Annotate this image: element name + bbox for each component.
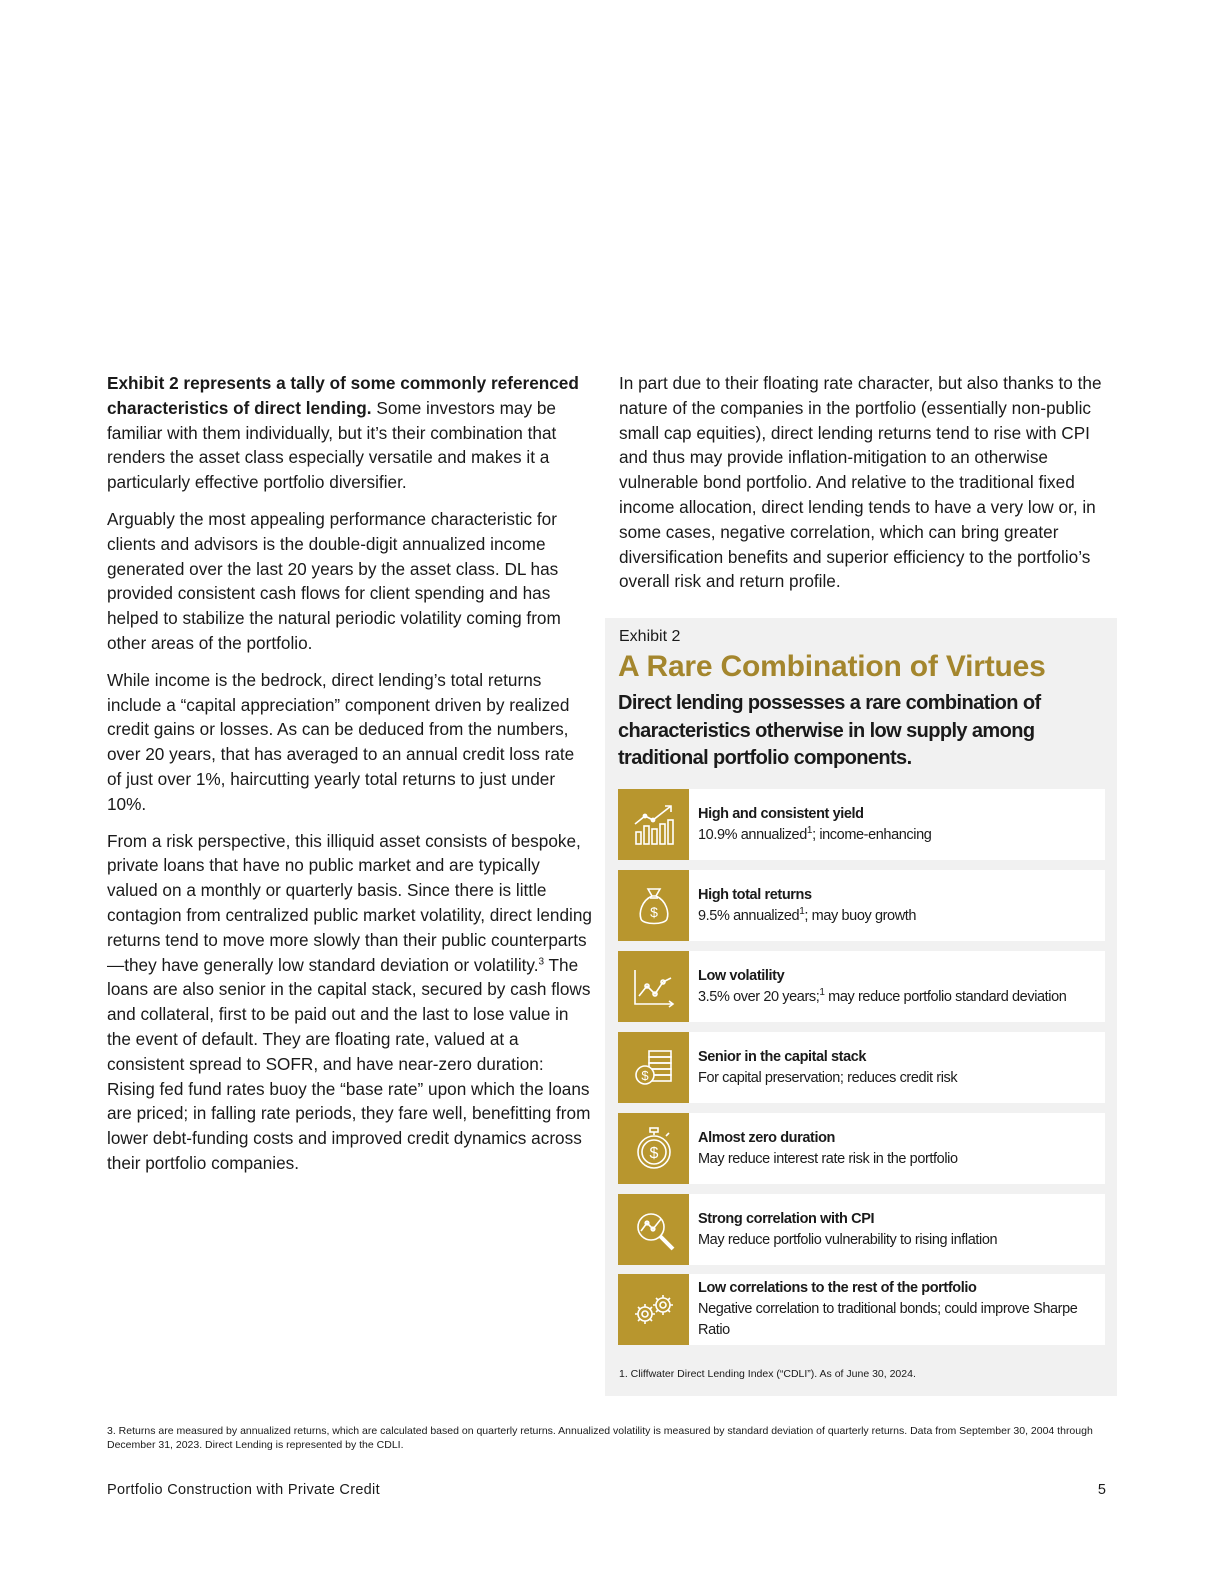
virtue-desc-b: may reduce portfolio standard deviation xyxy=(824,988,1067,1005)
exhibit-subtitle: Direct lending possesses a rare combination of characteristics otherwise in low supply among traditional portfolio components. xyxy=(618,692,1041,769)
document-title-footer: Portfolio Construction with Private Credit xyxy=(107,1482,380,1498)
virtue-icon-tile xyxy=(618,1274,689,1345)
right-column xyxy=(619,371,1109,606)
gears-icon xyxy=(631,1287,677,1333)
virtue-icon-tile xyxy=(618,870,689,941)
intro-bold: Exhibit 2 represents a tally of some commonly referenced characteristics of direct lending. xyxy=(107,373,579,418)
magnifier-chart-icon xyxy=(631,1207,677,1253)
svg-text:$: $ xyxy=(640,1067,649,1083)
svg-text:$: $ xyxy=(649,1144,658,1162)
virtue-desc-a: 3.5% over 20 years; xyxy=(698,988,820,1005)
virtue-sup: 1 xyxy=(819,986,825,998)
virtue-row xyxy=(618,1032,1105,1103)
virtue-title: Low volatility xyxy=(698,967,785,984)
coin-stack-icon xyxy=(631,1045,677,1091)
stopwatch-dollar-icon xyxy=(631,1126,677,1172)
virtue-icon-tile xyxy=(618,789,689,860)
virtue-title: Low correlations to the rest of the portfolio xyxy=(698,1280,977,1296)
bar-chart-growth-icon xyxy=(631,802,677,848)
virtue-row xyxy=(618,870,1105,941)
virtue-desc xyxy=(698,1149,1097,1170)
virtue-desc xyxy=(698,987,1097,1008)
virtue-title: High and consistent yield xyxy=(698,805,864,822)
exhibit-panel xyxy=(605,618,1117,1396)
virtue-row xyxy=(618,789,1105,860)
risk-text-a: From a risk perspective, this illiquid asset consists of bespoke, private loans that have no public market and are typically valued on a monthly or quarterly basis. Since there is little contagion from centralized public market volatility, direct lending returns tend to move more slowly than their public counterparts—they have generally low standard deviation or volatility. xyxy=(107,830,592,975)
virtue-row xyxy=(618,1194,1105,1265)
exhibit-title: A Rare Combination of Virtues xyxy=(618,650,1046,683)
exhibit-footnote: 1. Cliffwater Direct Lending Index (“CDLI”). As of June 30, 2024. xyxy=(619,1368,916,1380)
virtue-desc-a: May reduce interest rate risk in the portfolio xyxy=(698,1150,958,1167)
paragraph-income: Arguably the most appealing performance characteristic for clients and advisors is the double-digit annualized income generated over the last 20 years by the asset class. DL has provided consistent cash flows for client spending and has helped to stabilize the natural periodic volatility coming from other areas of the portfolio. xyxy=(107,508,561,653)
virtue-desc-a: For capital preservation; reduces credit risk xyxy=(698,1069,958,1086)
footnote-ref: 3 xyxy=(538,955,545,967)
virtue-title: Almost zero duration xyxy=(698,1129,836,1146)
virtue-row xyxy=(618,1113,1105,1184)
exhibit-label: Exhibit 2 xyxy=(619,628,681,645)
left-column xyxy=(107,371,593,1188)
virtue-title: High total returns xyxy=(698,886,812,903)
virtue-icon-tile xyxy=(618,1113,689,1184)
intro-rest: Some investors may be familiar with them individually, but it’s their combination that renders the asset class especially versatile and makes it a particularly effective portfolio diversifier. xyxy=(107,397,557,493)
virtue-desc xyxy=(698,1299,1097,1341)
virtue-icon-tile xyxy=(618,1194,689,1265)
virtue-title: Strong correlation with CPI xyxy=(698,1210,875,1227)
virtue-desc xyxy=(698,825,1097,846)
page-number: 5 xyxy=(1097,1482,1106,1498)
paragraph-total-returns: While income is the bedrock, direct lending’s total returns include a “capital appreciation” component driven by realized credit gains or losses. As can be deduced from the numbers, over 20 years, that has averaged to an annual credit loss rate of just over 1%, haircutting yearly total returns to just under 10%. xyxy=(107,669,575,814)
virtue-desc-a: 10.9% annualized xyxy=(698,826,807,843)
virtue-desc-a: 9.5% annualized xyxy=(698,907,800,924)
page-footnote: 3. Returns are measured by annualized returns, which are calculated based on quarterly returns. Annualized volatility is measured by standard deviation of quarterly returns. Data from September 30, 2004 through December 31, 2023. Direct Lending is represented by the CDLI. xyxy=(107,1425,1093,1451)
virtue-icon-tile xyxy=(618,1032,689,1103)
svg-text:$: $ xyxy=(649,903,658,920)
line-chart-icon xyxy=(631,964,677,1010)
virtue-desc-b: ; may buoy growth xyxy=(804,907,917,924)
paragraph-risk xyxy=(107,829,593,1176)
paragraph-inflation: In part due to their floating rate character, but also thanks to the nature of the companies in the portfolio (essentially non-public small cap equities), direct lending returns tend to rise with CPI and thus may provide inflation-mitigation to an otherwise vulnerable bond portfolio. And relative to the traditional fixed income allocation, direct lending tends to have a very low or, in some cases, negative correlation, which can bring greater diversification benefits and superior efficiency to the portfolio’s overall risk and return profile. xyxy=(619,373,1102,592)
virtue-desc xyxy=(698,1230,1097,1251)
virtue-sup: 1 xyxy=(806,824,813,836)
virtue-sup: 1 xyxy=(799,905,805,917)
virtue-desc-a: May reduce portfolio vulnerability to rising inflation xyxy=(698,1231,998,1248)
virtue-title: Senior in the capital stack xyxy=(698,1048,867,1065)
money-bag-icon xyxy=(631,883,677,929)
virtue-row xyxy=(618,951,1105,1022)
virtue-row xyxy=(618,1274,1105,1345)
virtue-desc-a: Negative correlation to traditional bonds; could improve Sharpe Ratio xyxy=(698,1301,1078,1338)
virtue-icon-tile xyxy=(618,951,689,1022)
virtue-desc xyxy=(698,1068,1097,1089)
risk-text-b: The loans are also senior in the capital stack, secured by cash flows and collateral, first to be paid out and the last to lose value in the event of default. They are floating rate, valued at a consistent spread to SOFR, and have near-zero duration: Rising fed fund rates buoy the “base rate” upon which the loans are priced; in falling rate periods, they fare well, benefitting from lower debt-funding costs and improved credit dynamics across their portfolio companies. xyxy=(107,954,591,1173)
virtue-desc xyxy=(698,906,1097,927)
virtue-desc-b: ; income-enhancing xyxy=(812,826,932,843)
paragraph-intro xyxy=(107,371,593,495)
